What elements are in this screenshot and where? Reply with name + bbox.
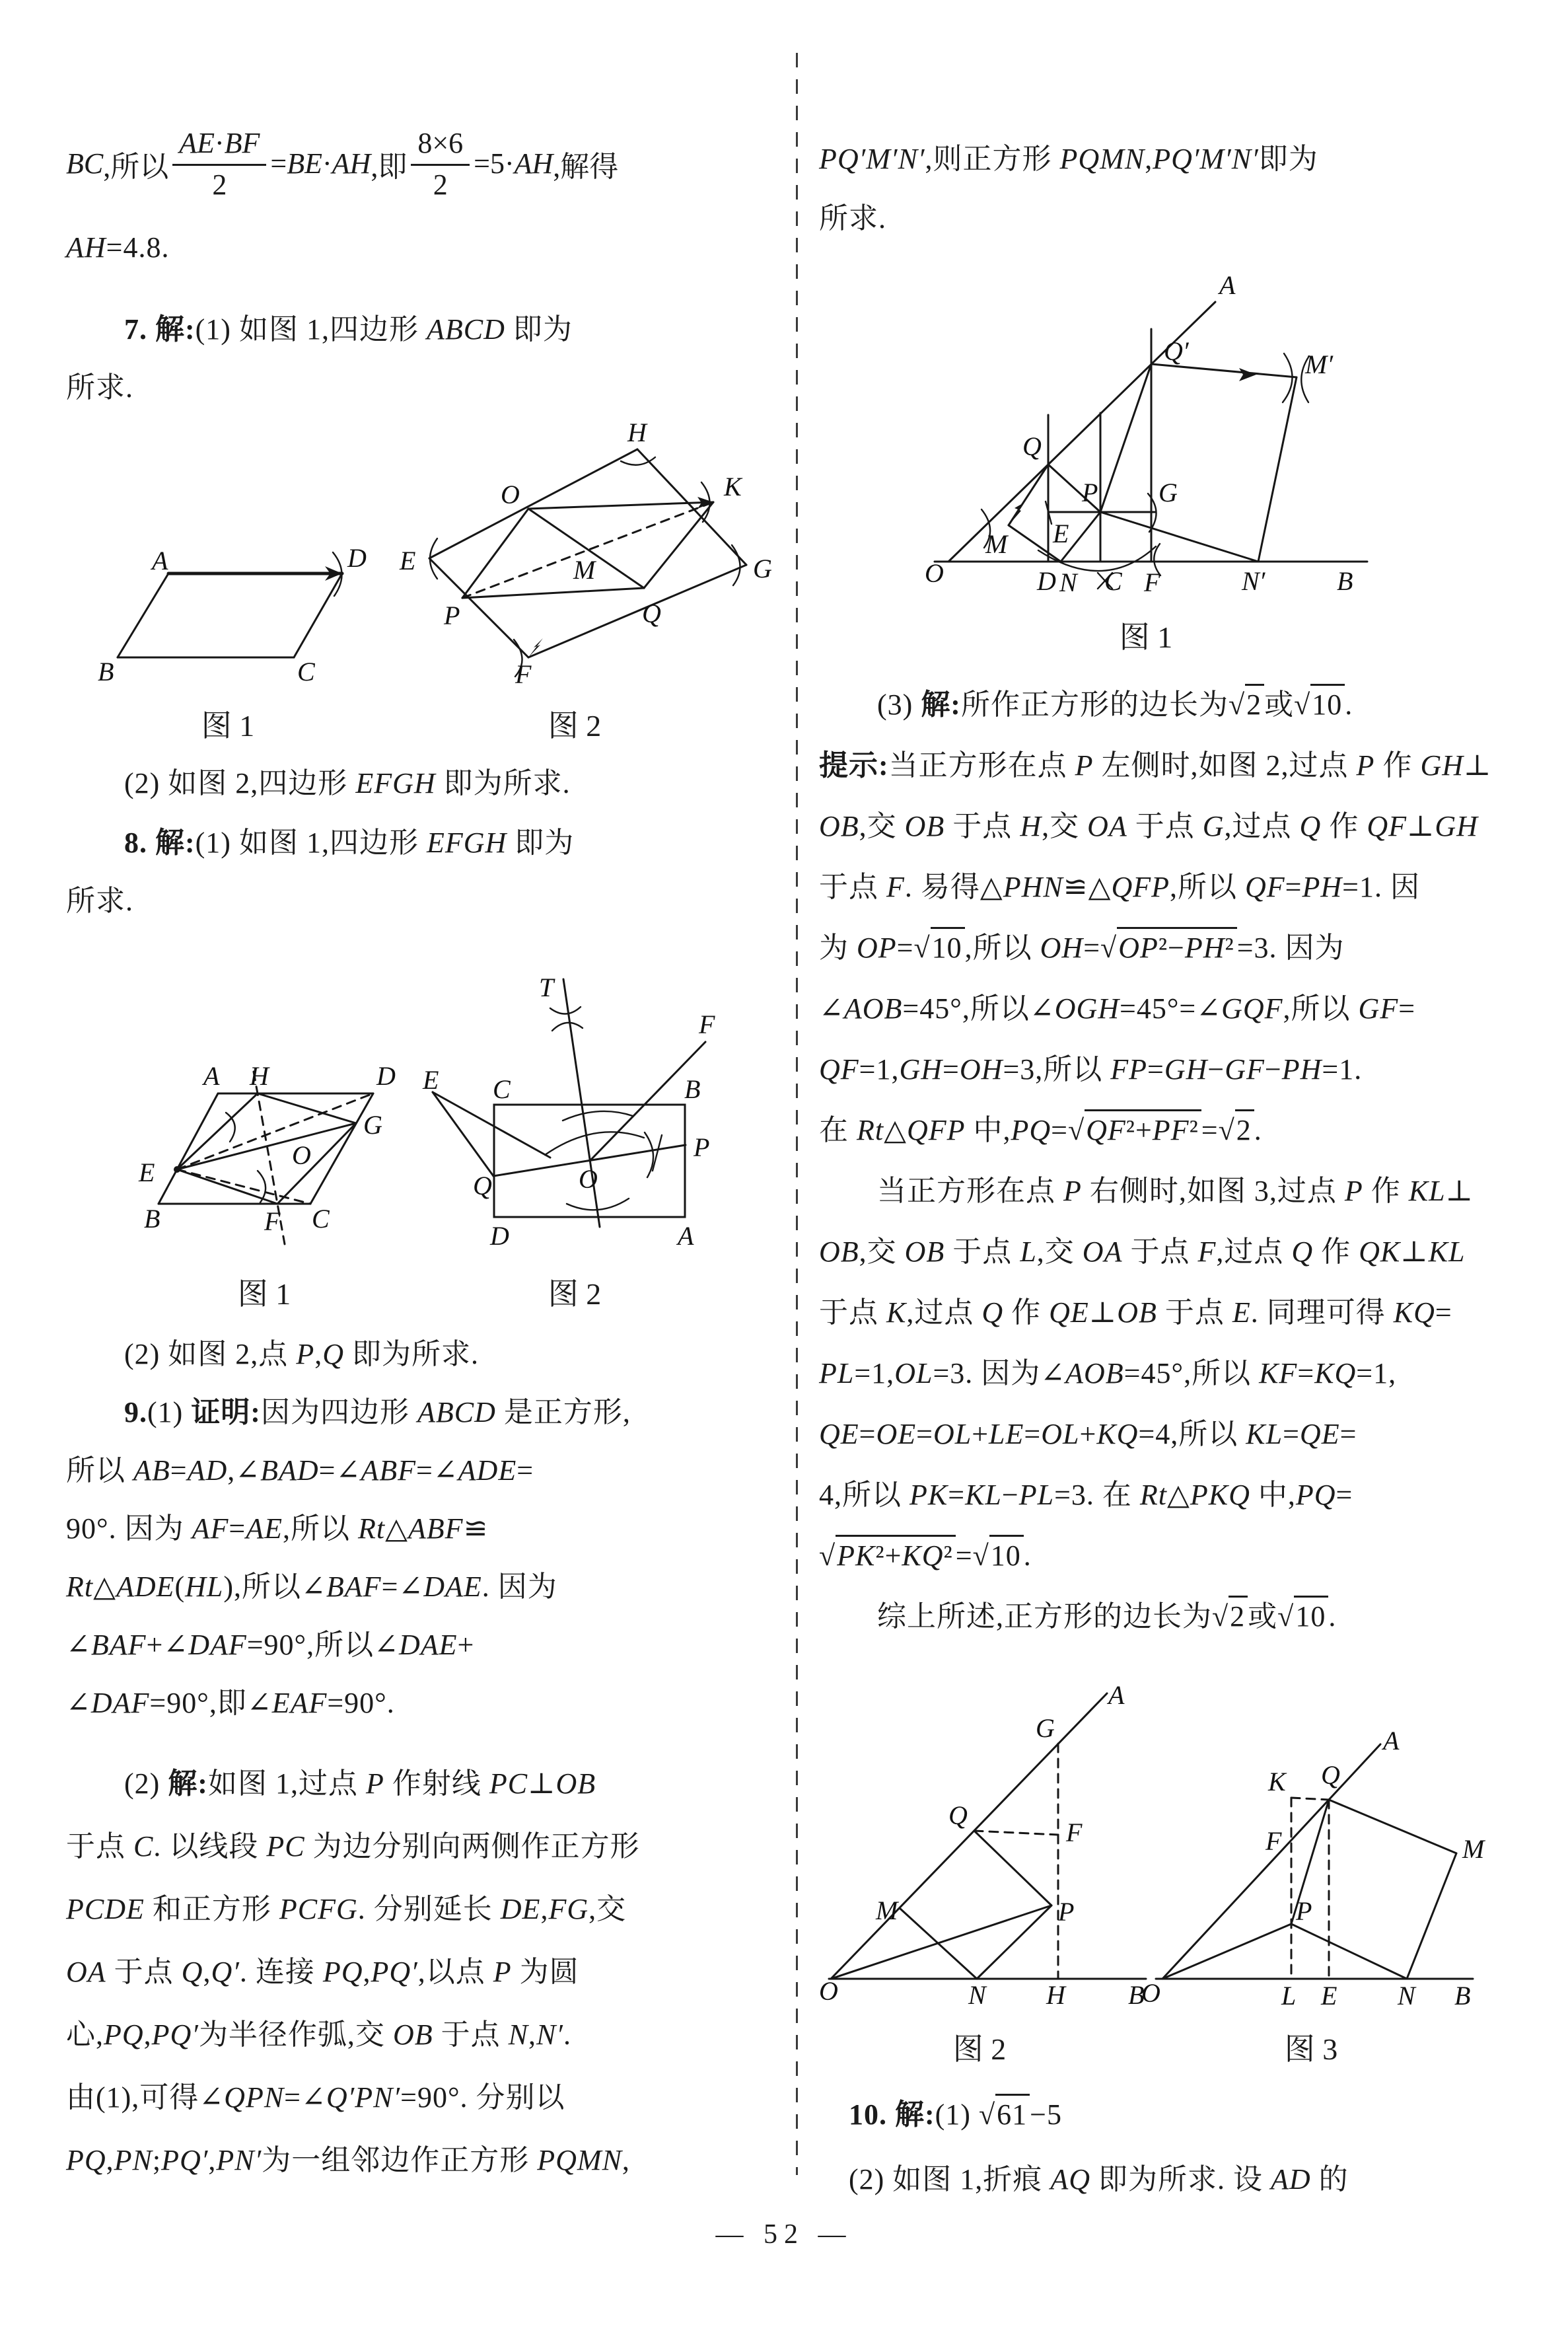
text-line: QF=1,GH=OH=3,所以 FP=GH−GF−PH=1. — [819, 1053, 1363, 1086]
text-line: BC ,所以 $\frac{AE\cdot BF}{2}$ = BE · AH ,即 $\frac{8\times 6}{2}$ =5· AH ,解得 — [66, 126, 619, 201]
point-label-O: O — [579, 1164, 598, 1194]
point-label-Q: Q — [1022, 431, 1042, 461]
point-label-H: H — [627, 418, 647, 447]
point-label-N-prime: N′ — [1242, 566, 1265, 596]
point-label-O: O — [292, 1140, 311, 1170]
text-line: ∠DAF=90°,即∠EAF=90°. — [66, 1687, 395, 1719]
point-label-H: H — [250, 1061, 269, 1091]
point-label-M: M — [573, 555, 596, 585]
point-label-A: A — [678, 1221, 694, 1251]
labels — [98, 543, 367, 686]
point-label-N: N — [968, 1980, 986, 2010]
text-line: 10. 解:(1) √61−5 — [819, 2083, 1534, 2147]
labels — [1141, 1726, 1486, 2011]
point-label-F: F — [515, 659, 532, 689]
labels — [399, 418, 772, 689]
paragraph-6-end — [66, 109, 765, 277]
compass-arc — [552, 1023, 583, 1031]
solution-9-part1 — [66, 1325, 765, 1732]
point-label-B: B — [1454, 1981, 1471, 2011]
point-label-Q: Q — [948, 1800, 968, 1830]
text-line: 9.(1) 证明:因为四边形 ABCD 是正方形, — [124, 1396, 631, 1428]
point-label-A: A — [1383, 1726, 1400, 1755]
point-label-O: O — [925, 558, 944, 588]
point-label-B: B — [684, 1074, 701, 1104]
text-line: OB,交 OB 于点 L,交 OA 于点 F,过点 Q 作 QK⊥KL — [819, 1236, 1466, 1268]
edges — [118, 552, 342, 657]
text-line: Rt△ADE(HL),所以∠BAF=∠DAE. 因为 — [66, 1570, 557, 1603]
point-label-O: O — [1141, 1978, 1160, 2008]
point-label-C: C — [297, 657, 315, 686]
point-label-M: M — [985, 529, 1008, 559]
text-line: 在 Rt△QFP 中,PQ=√QF²+PF²=√2. — [819, 1100, 1534, 1161]
solution-7 — [66, 301, 765, 417]
figure-caption: 图 1 — [237, 1277, 291, 1311]
text-line: 于点 C. 以线段 PC 为边分别向两侧作正方形 — [66, 1830, 640, 1863]
edges — [829, 1693, 1146, 1979]
point-label-M: M — [1462, 1834, 1485, 1864]
text-line: (2) 如图 1,折痕 AQ 即为所求. 设 AD 的 — [849, 2163, 1349, 2196]
solution-9-continued — [819, 129, 1534, 248]
compass-tick — [653, 1135, 662, 1171]
point-label-F: F — [1265, 1826, 1282, 1856]
text-line: PL=1,OL=3. 因为∠AOB=45°,所以 KF=KQ=1, — [819, 1357, 1397, 1389]
figure-9-left-case — [819, 1681, 1162, 2012]
point-label-O: O — [501, 480, 520, 509]
text-line: PCDE 和正方形 PCFG. 分别延长 DE,FG,交 — [66, 1893, 627, 1925]
point-label-O: O — [819, 1976, 838, 2006]
compass-arc — [545, 1132, 644, 1155]
point-label-P: P — [444, 601, 460, 630]
point-label-Q: Q — [642, 599, 661, 628]
text-line: (3) 解:所作正方形的边长为√2或√10. — [819, 675, 1534, 735]
text-line: OB,交 OB 于点 H,交 OA 于点 G,过点 Q 作 QF⊥GH — [819, 810, 1478, 842]
solution-7-part2 — [66, 755, 765, 813]
compass-arc — [550, 1007, 581, 1014]
point-label-F: F — [699, 1010, 715, 1039]
text-line: AH=4.8. — [66, 231, 170, 264]
text-line: ∠BAF+∠DAF=90°,所以∠DAE+ — [66, 1629, 475, 1661]
point-label-M: M — [876, 1896, 898, 1925]
text-line: 综上所述,正方形的边长为√2或√10. — [819, 1586, 1534, 1647]
compass-arc — [1283, 353, 1293, 402]
point-label-D: D — [347, 543, 367, 573]
figure-8-2-square-construction — [410, 965, 740, 1269]
text-line: 心,PQ,PQ′为半径作弧,交 OB 于点 N,N′. — [66, 2018, 571, 2051]
point-label-A: A — [203, 1061, 220, 1091]
text-line: QE=OE=OL+LE=OL+KQ=4,所以 KL=QE= — [819, 1418, 1357, 1450]
point-label-N: N — [1398, 1981, 1415, 2011]
point-label-D: D — [490, 1221, 509, 1251]
point-label-D: D — [1037, 566, 1056, 596]
labels — [925, 270, 1353, 597]
point-label-G: G — [363, 1110, 382, 1140]
text-line: 所求. — [66, 885, 133, 917]
point-label-M-prime: M′ — [1305, 350, 1334, 379]
point-label-C: C — [312, 1204, 330, 1234]
solution-8 — [66, 814, 765, 930]
point-label-F: F — [264, 1206, 281, 1236]
point-label-K: K — [724, 472, 742, 501]
text-line: 于点 K,过点 Q 作 QE⊥OB 于点 E. 同理可得 KQ= — [819, 1296, 1452, 1329]
text-line: 4,所以 PK=KL−PL=3. 在 Rt△PKQ 中,PQ= — [819, 1479, 1353, 1511]
point-label-G: G — [1036, 1713, 1055, 1743]
point-label-F: F — [1066, 1818, 1083, 1847]
figure-caption: 图 2 — [952, 2032, 1007, 2066]
point-label-K: K — [1268, 1767, 1286, 1796]
text-line: OA 于点 Q,Q′. 连接 PQ,PQ′,以点 P 为圆 — [66, 1956, 579, 1988]
text-line: (2) 如图 2,点 P,Q 即为所求. — [124, 1338, 479, 1370]
text-line: (2) 解:如图 1,过点 P 作射线 PC⊥OB — [124, 1767, 596, 1800]
text-line: 8. 解:(1) 如图 1,四边形 EFGH 即为 — [124, 827, 575, 859]
text-line: 所求. — [66, 371, 133, 404]
point-label-E: E — [400, 546, 416, 575]
text-line: 当正方形在点 P 右侧时,如图 3,过点 P 作 KL⊥ — [877, 1175, 1474, 1207]
solution-9-part3 — [819, 675, 1534, 1647]
text-line: 为 OP=√10,所以 OH=√OP²−PH²=3. 因为 — [819, 918, 1534, 978]
point-label-B: B — [98, 657, 114, 686]
point-label-A: A — [152, 546, 168, 575]
point-label-Q: Q — [473, 1171, 492, 1200]
point-label-C: C — [493, 1074, 511, 1104]
point-label-E: E — [1321, 1981, 1337, 2011]
text-line: 于点 F. 易得△PHN≌△QFP,所以 QF=PH=1. 因 — [819, 871, 1420, 903]
point-label-P: P — [1058, 1897, 1075, 1927]
text-line: 90°. 因为 AF=AE,所以 Rt△ABF≌ — [66, 1512, 489, 1545]
figure-7-2-quadrilateral-efgh — [396, 410, 779, 687]
arrow-head — [1239, 368, 1256, 381]
point-label-P: P — [1296, 1896, 1312, 1926]
text-line: 提示:当正方形在点 P 左侧时,如图 2,过点 P 作 GH⊥ — [819, 749, 1492, 782]
page-number: — 52 — — [715, 2219, 853, 2250]
point-label-G: G — [753, 554, 772, 583]
point-label-G: G — [1158, 478, 1178, 507]
point-label-C: C — [1104, 566, 1122, 596]
text-line: ∠AOB=45°,所以∠OGH=45°=∠GQF,所以 GF= — [819, 992, 1416, 1025]
compass-arc — [430, 538, 437, 579]
figure-caption: 图 2 — [548, 1277, 602, 1311]
figure-9-1-squares-construction — [845, 261, 1400, 601]
point-label-D: D — [376, 1061, 396, 1091]
point-label-B: B — [1337, 566, 1353, 596]
text-line: PQ′M′N′,则正方形 PQMN,PQ′M′N′即为 — [819, 143, 1318, 175]
text-line: 所以 AB=AD,∠BAD=∠ABF=∠ADE= — [66, 1454, 534, 1487]
point-label-E: E — [1053, 519, 1069, 548]
point-label-E: E — [423, 1065, 439, 1095]
figure-caption: 图 3 — [1284, 2032, 1338, 2066]
solution-9-part2 — [66, 1752, 765, 2192]
figure-9-right-case — [1136, 1718, 1493, 2015]
point-label-Q: Q — [1321, 1760, 1340, 1790]
point-label-H: H — [1046, 1980, 1065, 2010]
point-label-T: T — [539, 973, 554, 1002]
point-label-P: P — [694, 1132, 710, 1162]
point-label-N: N — [1059, 568, 1077, 597]
point-label-B: B — [1128, 1980, 1145, 2010]
solution-10 — [819, 2083, 1534, 2212]
point-label-B: B — [144, 1204, 160, 1234]
point-label-L: L — [1281, 1981, 1297, 2011]
figure-caption: 图 1 — [1119, 620, 1173, 654]
text-line: √PK²+KQ²=√10. — [819, 1526, 1534, 1586]
text-line: 所求. — [819, 202, 886, 235]
point-label-A: A — [1219, 270, 1236, 300]
text-line: 由(1),可得∠QPN=∠Q′PN′=90°. 分别以 — [66, 2081, 565, 2114]
text-line: PQ,PN;PQ′,PN′为一组邻边作正方形 PQMN, — [66, 2144, 630, 2176]
labels — [819, 1680, 1144, 2010]
point-label-E: E — [139, 1158, 155, 1187]
figure-8-1-parallelogram-construction — [99, 1031, 429, 1255]
figure-7-1-parallelogram-abcd — [86, 496, 396, 687]
point-label-A: A — [1108, 1680, 1125, 1710]
figure-caption: 图 2 — [548, 709, 602, 743]
point-label-F: F — [1144, 568, 1160, 597]
text-line: 7. 解:(1) 如图 1,四边形 ABCD 即为 — [124, 313, 573, 346]
point-label-P: P — [1082, 478, 1098, 507]
column-divider — [796, 53, 798, 2175]
text-line: (2) 如图 2,四边形 EFGH 即为所求. — [124, 767, 571, 799]
edges — [1156, 1744, 1473, 1979]
point-dot — [174, 1166, 180, 1173]
figure-caption: 图 1 — [201, 709, 255, 743]
point-label-Q-prime: Q′ — [1164, 336, 1189, 366]
compass-arc — [563, 1111, 633, 1121]
